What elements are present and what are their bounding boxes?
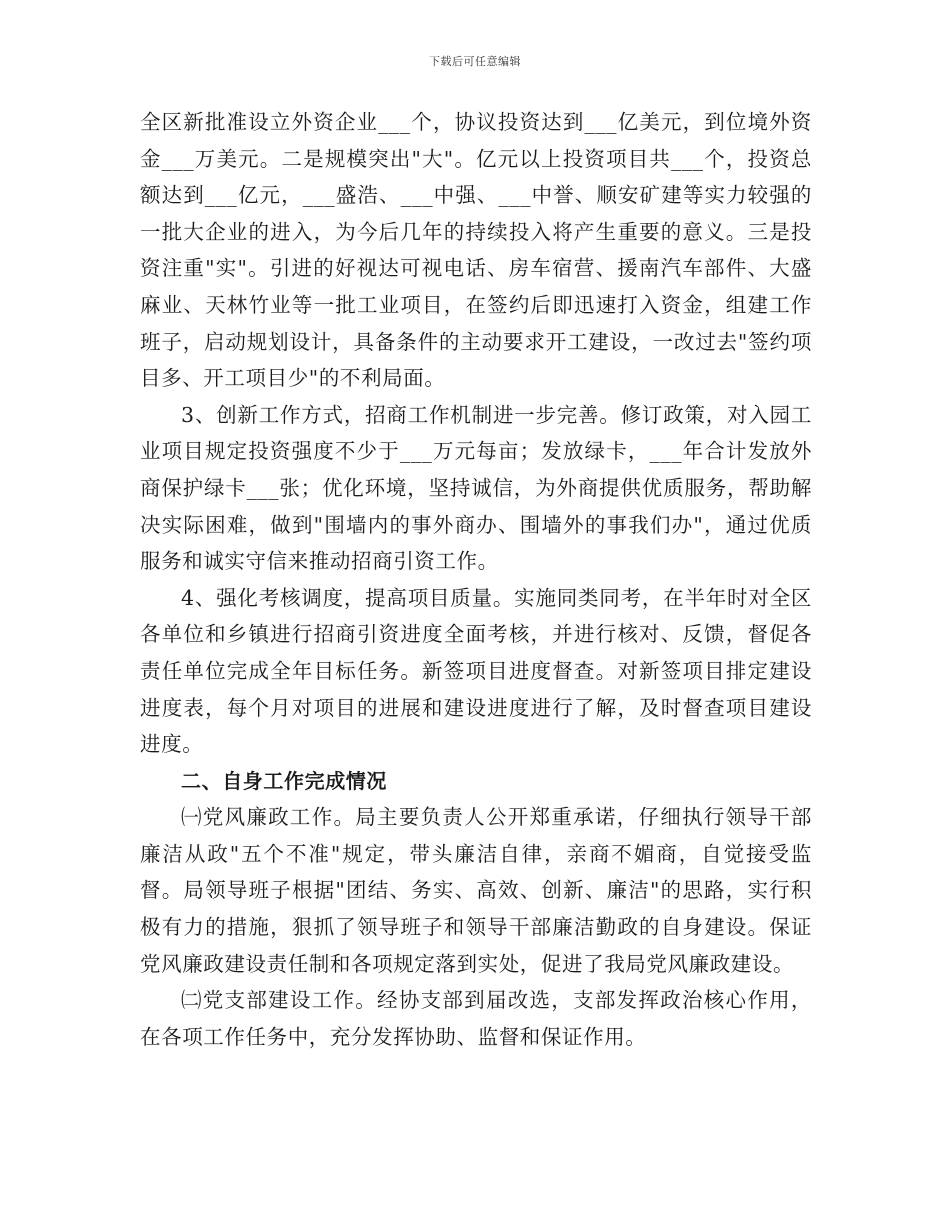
paragraph-party-integrity: ㈠党风廉政工作。局主要负责人公开郑重承诺，仔细执行领导干部廉洁从政"五个不准"规定，带头廉洁自律，亲商不媚商，自觉接受监督。局领导班子根据"团结、务实、高效、创新、廉洁"的思路，实行积极有力的措施，狠抓了领导班子和领导干部廉洁勤政的自身建设。保证党风廉政建设责任制和各项规定落到实处，促进了我局党风廉政建设。	[140, 805, 812, 976]
paragraph-item-3: 3、创新工作方式，招商工作机制进一步完善。修订政策，对入园工业项目规定投资强度不少于___万元每亩；发放绿卡，___年合计发放外商保护绿卡___张；优化环境，坚持诚信，为外商提供优质服务，帮助解决实际困难，做到"围墙内的事外商办、围墙外的事我们办"，通过优质服务和诚实守信来推动招商引资工作。	[140, 402, 812, 574]
paragraph-continued: 全区新批准设立外资企业___个，协议投资达到___亿美元，到位境外资金___万美元。二是规模突出"大"。亿元以上投资项目共___个，投资总额达到___亿元，___盛浩、___中强、___中誉、顺安矿建等实力较强的一批大企业的进入，为今后几年的持续投入将产生重要的意义。三是投资注重"实"。引进的好视达可视电话、房车宿营、援南汽车部件、大盛麻业、天林竹业等一批工业项目，在签约后即迅速打入资金，组建工作班子，启动规划设计，具备条件的主动要求开工建设，一改过去"签约项目多、开工项目少"的不利局面。	[140, 110, 812, 391]
paragraph-item-4: 4、强化考核调度，提高项目质量。实施同类同考，在半年时对全区各单位和乡镇进行招商引资进度全面考核，并进行核对、反馈，督促各责任单位完成全年目标任务。新签项目进度督查。对新签项目排定建设进度表，每个月对项目的进展和建设进度进行了解，及时督查项目建设进度。	[140, 585, 812, 757]
document-body	[140, 104, 812, 1055]
section-heading: 二、自身工作完成情况	[181, 768, 387, 793]
page-header: 下载后可任意编辑	[429, 55, 521, 68]
paragraph-party-branch: ㈡党支部建设工作。经协支部到届改选，支部发挥政治核心作用，在各项工作任务中，充分发挥协助、监督和保证作用。	[140, 988, 812, 1049]
